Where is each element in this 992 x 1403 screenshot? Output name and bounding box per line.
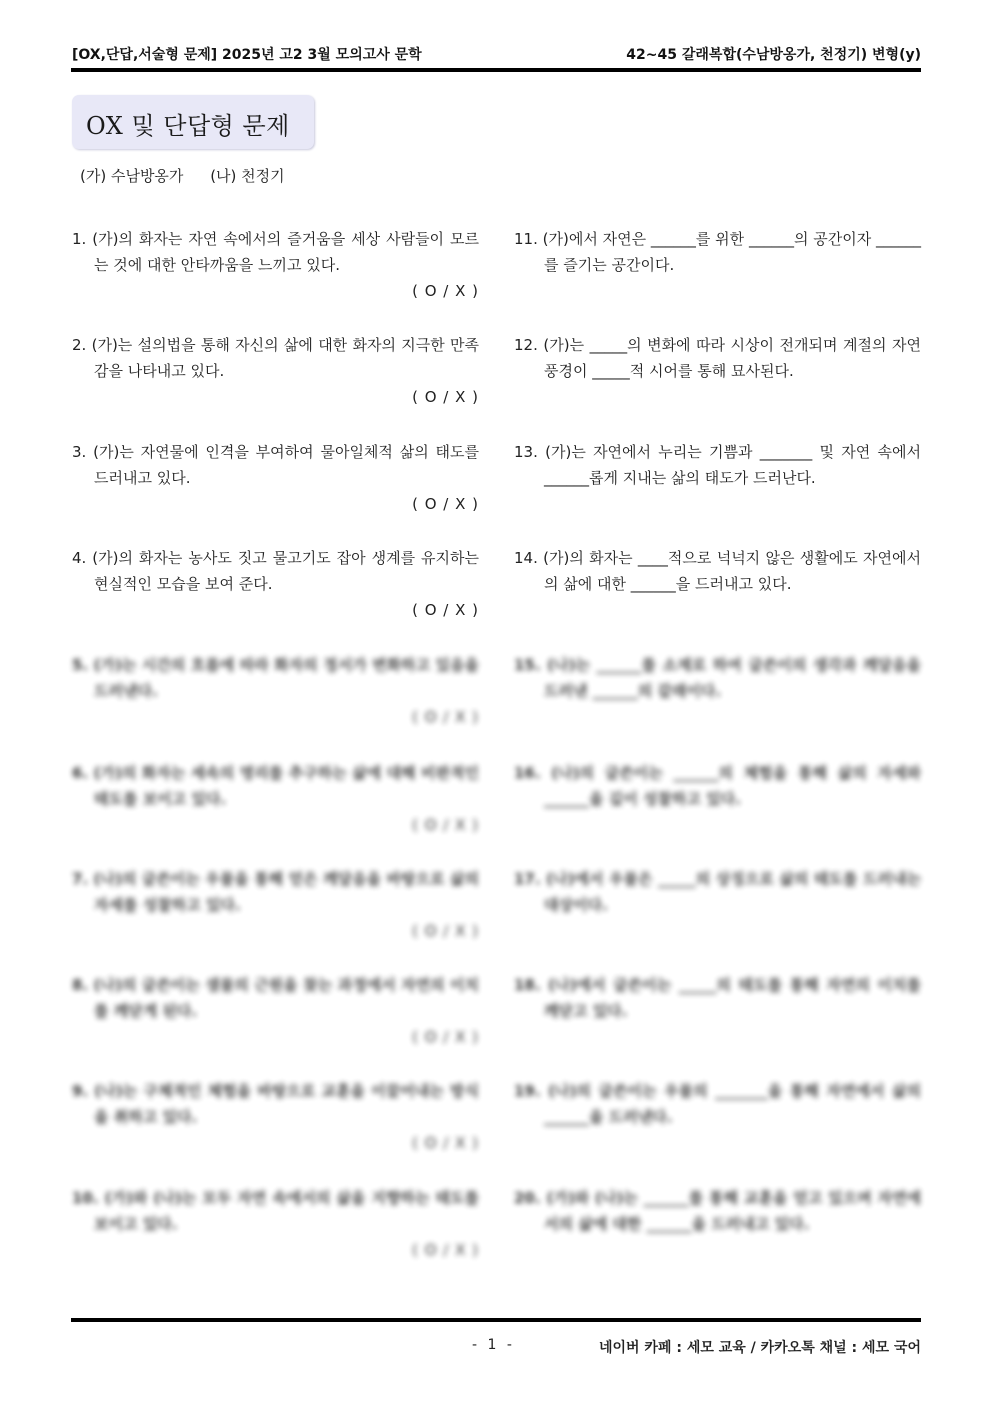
question-text: 5. (가)는 시간의 흐름에 따라 화자의 정서가 변화하고 있음을 드러낸다. — [72, 656, 479, 700]
question-text: 16. (나)의 글쓴이는 ______의 체험을 통해 삶의 자세와 ______을 깊이 성찰하고 있다. — [514, 764, 921, 808]
question-text: 2. (가)는 설의법을 통해 자신의 삶에 대한 화자의 지극한 만족감을 나타내고 있다. — [72, 336, 479, 380]
question-19-blurred — [514, 1078, 921, 1130]
question-13 — [514, 439, 921, 491]
question-text: 4. (가)의 화자는 농사도 짓고 물고기도 잡아 생계를 유지하는 현실적인 모습을 보여 준다. — [72, 549, 479, 593]
question-text: 13. (가)는 자연에서 누리는 기쁨과 _______ 및 자연 속에서 ______롭게 지내는 삶의 태도가 드러난다. — [514, 443, 921, 487]
question-text: 11. (가)에서 자연은 ______를 위한 ______의 공간이자 ______를 즐기는 공간이다. — [514, 230, 921, 274]
question-text: 9. (나)는 구체적인 체험을 바탕으로 교훈을 이끌어내는 방식을 취하고 있다. — [72, 1082, 479, 1126]
question-1 — [72, 226, 479, 304]
question-text: 15. (나)는 ______를 소재로 하여 글쓴이의 생각과 깨달음을 드러낸 ______의 갈래이다. — [514, 656, 921, 700]
section-title: OX 및 단답형 문제 — [86, 112, 290, 140]
question-text: 1. (가)의 화자는 자연 속에서의 즐거움을 세상 사람들이 모르는 것에 대한 안타까움을 느끼고 있다. — [72, 230, 479, 274]
page-number: - 1 - — [472, 1337, 515, 1353]
footer-credit: 네이버 카페 : 세모 교육 / 카카오톡 채널 : 세모 국어 — [598, 1340, 921, 1356]
ox-choice: ( O / X ) — [412, 388, 479, 406]
question-11 — [514, 226, 921, 278]
work-list — [80, 165, 307, 186]
question-7-blurred — [72, 866, 479, 944]
question-8-blurred — [72, 972, 479, 1050]
question-text: 7. (나)의 글쓴이는 우물을 통해 얻은 깨달음을 바탕으로 삶의 자세를 성찰하고 있다. — [72, 870, 479, 914]
header-right-title: 42~45 갈래복합(수남방옹가, 천정기) 변형(y) — [626, 47, 921, 63]
question-text: 19. (나)의 글쓴이는 우물의 _______을 통해 자연에서 삶의 ______을 드러낸다. — [514, 1082, 921, 1126]
header-left-title: [OX,단답,서술형 문제] 2025년 고2 3월 모의고사 문학 — [72, 47, 422, 63]
question-text: 3. (가)는 자연물에 인격을 부여하여 물아일체적 삶의 태도를 드러내고 있다. — [72, 443, 479, 487]
question-17-blurred — [514, 866, 921, 918]
question-2 — [72, 332, 479, 410]
question-10-blurred — [72, 1185, 479, 1263]
ox-choice: ( O / X ) — [412, 1028, 479, 1046]
ox-choice: ( O / X ) — [412, 282, 479, 300]
question-text: 17. (나)에서 우물은 _____의 상징으로 삶의 태도를 드러내는 대상이다. — [514, 870, 921, 914]
page-footer — [72, 1337, 921, 1357]
ox-choice: ( O / X ) — [412, 601, 479, 619]
question-5-blurred — [72, 652, 479, 730]
question-text: 10. (가)와 (나)는 모두 자연 속에서의 삶을 지향하는 태도를 보이고 있다. — [72, 1189, 479, 1233]
ox-choice: ( O / X ) — [412, 922, 479, 940]
question-6-blurred — [72, 760, 479, 838]
work-na: (나) 천정기 — [210, 167, 285, 185]
section-title-box — [72, 95, 314, 149]
question-text: 6. (가)의 화자는 세속의 명리를 추구하는 삶에 대해 비판적인 태도를 보이고 있다. — [72, 764, 479, 808]
question-4 — [72, 545, 479, 623]
ox-choice: ( O / X ) — [412, 816, 479, 834]
footer-rule — [71, 1318, 921, 1322]
question-12 — [514, 332, 921, 384]
question-16-blurred — [514, 760, 921, 812]
header-rule — [71, 68, 921, 72]
question-14 — [514, 545, 921, 597]
question-9-blurred — [72, 1078, 479, 1156]
question-text: 18. (나)에서 글쓴이는 _____의 태도를 통해 자연의 이치를 깨닫고 있다. — [514, 976, 921, 1020]
question-text: 20. (가)와 (나)는 ______를 통해 교훈을 얻고 있으며 자연에서의 삶에 대한 ______을 드러내고 있다. — [514, 1189, 921, 1233]
work-ga: (가) 수남방옹가 — [80, 167, 184, 185]
question-15-blurred — [514, 652, 921, 704]
question-18-blurred — [514, 972, 921, 1024]
ox-choice: ( O / X ) — [412, 708, 479, 726]
ox-choice: ( O / X ) — [412, 1241, 479, 1259]
ox-choice: ( O / X ) — [412, 1134, 479, 1152]
question-text: 8. (나)의 글쓴이는 샘물의 근원을 찾는 과정에서 자연의 이치를 깨닫게 된다. — [72, 976, 479, 1020]
ox-choice: ( O / X ) — [412, 495, 479, 513]
question-text: 14. (가)의 화자는 ____적으로 넉넉지 않은 생활에도 자연에서의 삶에 대한 ______을 드러내고 있다. — [514, 549, 921, 593]
question-text: 12. (가)는 _____의 변화에 따라 시상이 전개되며 계절의 자연 풍경이 _____적 시어를 통해 묘사된다. — [514, 336, 921, 380]
question-20-blurred — [514, 1185, 921, 1237]
question-3 — [72, 439, 479, 517]
page-header — [72, 44, 921, 64]
